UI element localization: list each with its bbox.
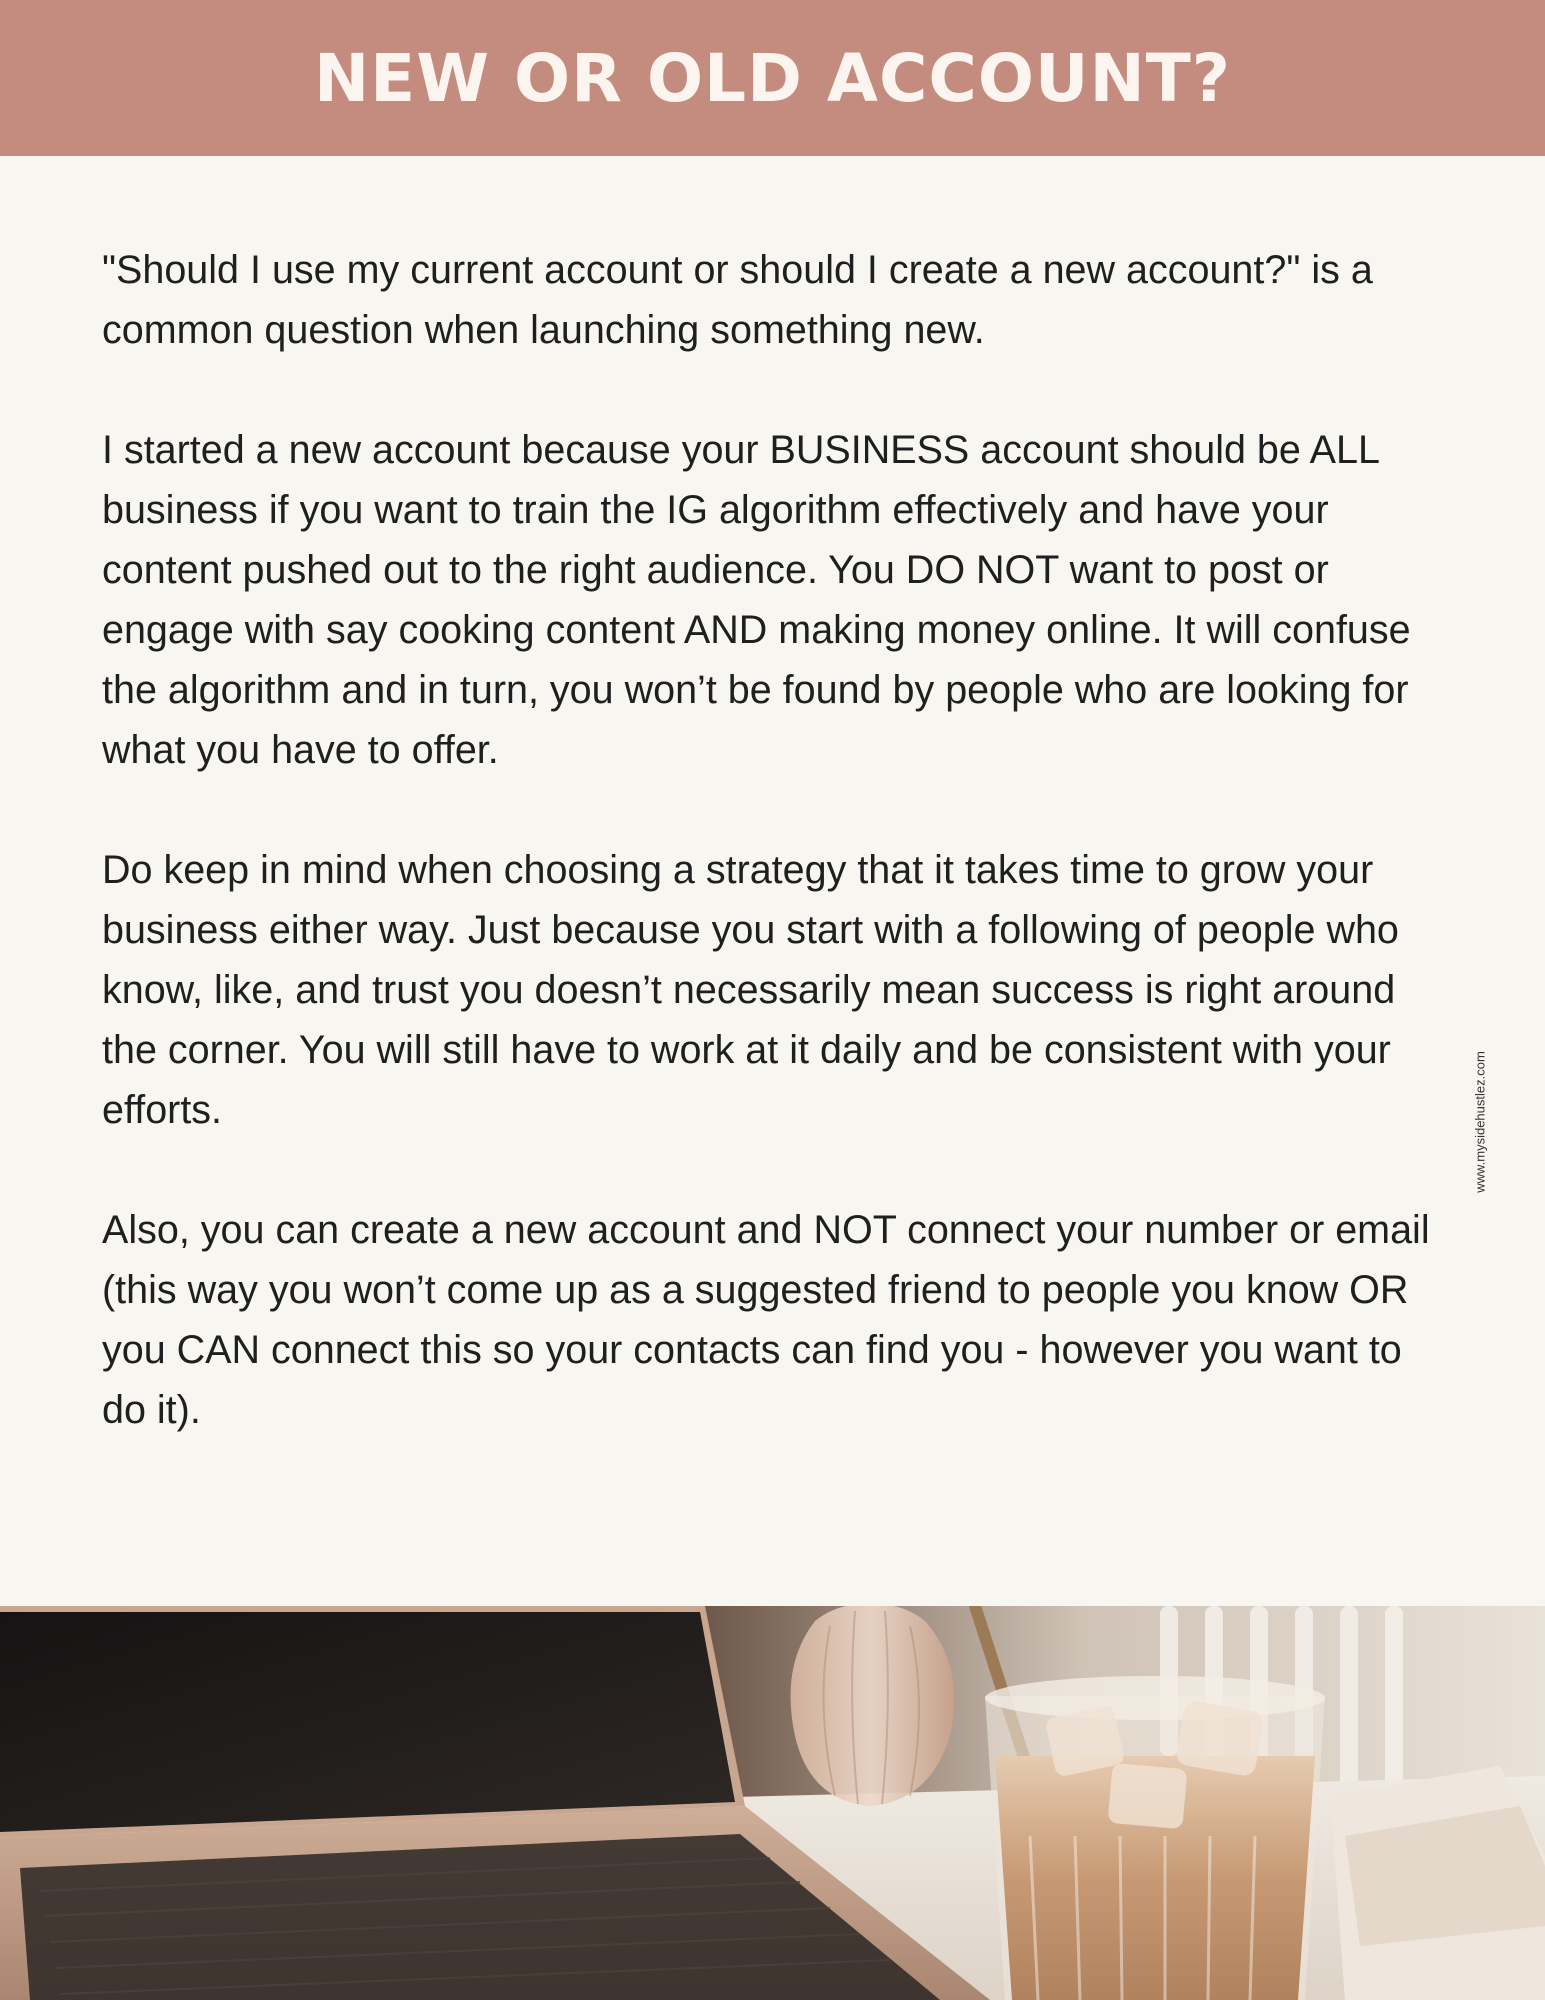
paragraph-2: I started a new account because your BUSINESS account should be ALL business if you want to train the IG algorithm effectively and have your content pushed out to the right audience. You DO NOT want to post or engage with say cooking content AND making money online. It will confuse the algorithm and in turn, you won’t be found by people who are looking for what you have to offer. xyxy=(102,428,1411,772)
lifestyle-photo xyxy=(0,1606,1545,2000)
header-band xyxy=(0,0,1545,156)
body-text xyxy=(102,240,1442,1500)
paragraph-1: "Should I use my current account or should I create a new account?" is a common question when launching something new. xyxy=(102,248,1373,352)
paragraph-4: Also, you can create a new account and NOT connect your number or email (this way you won’t come up as a suggested friend to people you know OR you CAN connect this so your contacts can find you - however you want to do it). xyxy=(102,1208,1430,1432)
paragraph-3: Do keep in mind when choosing a strategy that it takes time to grow your business either way. Just because you start with a following of people who know, like, and trust you doesn’t necessarily mean success is right around the corner. You will still have to work at it daily and be consistent with your efforts. xyxy=(102,848,1399,1132)
page-title: NEW OR OLD ACCOUNT? xyxy=(313,39,1232,117)
website-url: www.mysidehustlez.com xyxy=(1472,1051,1488,1193)
